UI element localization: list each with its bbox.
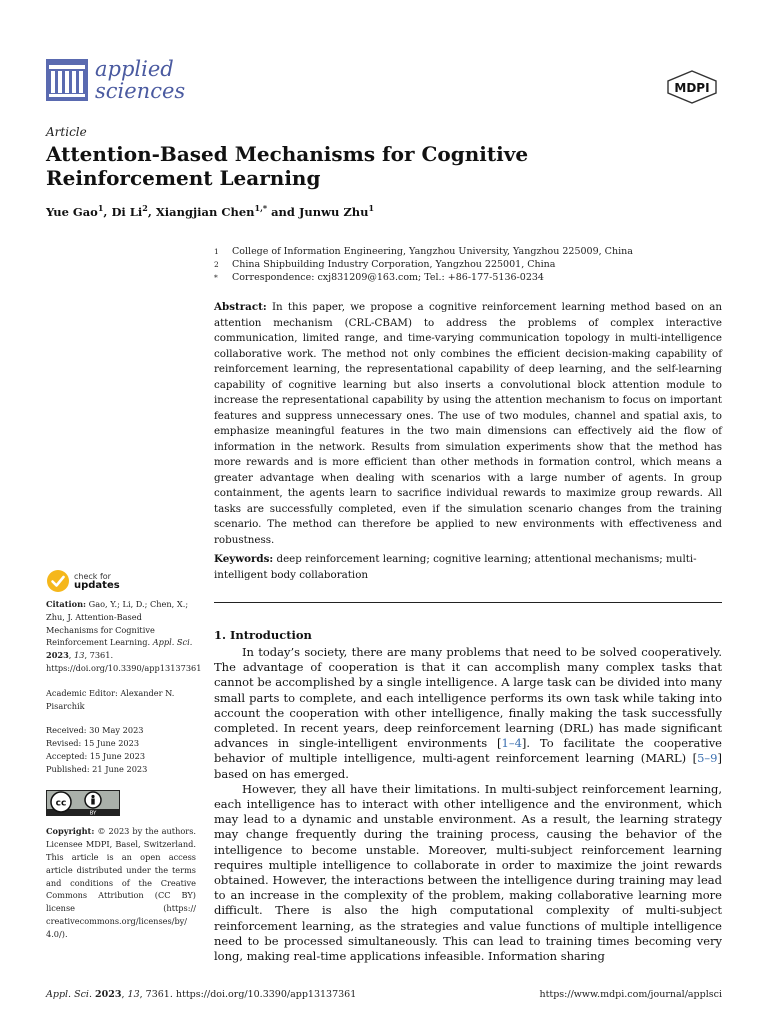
section-title: 1. Introduction <box>214 628 312 642</box>
abstract <box>214 300 722 548</box>
footer-journal: Appl. Sci. <box>46 989 92 1000</box>
keywords-label: Keywords: <box>214 553 274 565</box>
author-list <box>46 203 374 219</box>
footer-doi[interactable]: , 7361. https://doi.org/10.3390/app13137361 <box>139 989 357 1000</box>
accepted-date: Accepted: 15 June 2023 <box>46 750 146 761</box>
journal-logo-icon <box>46 59 88 101</box>
author-affil-mark: 2 <box>142 203 148 213</box>
check-for-updates-button[interactable] <box>46 569 120 593</box>
revised-date: Revised: 15 June 2023 <box>46 738 140 749</box>
author-name: Di Li <box>111 204 143 219</box>
author-separator: , <box>103 204 112 219</box>
affiliation-mark: * <box>214 273 218 282</box>
author-name: Junwu Zhu <box>298 204 369 219</box>
section-divider <box>214 602 722 603</box>
author-affil-mark: 1 <box>368 203 375 213</box>
reference-link[interactable]: 1–4 <box>501 736 522 751</box>
received-date: Received: 30 May 2023 <box>46 725 144 736</box>
citation-block: Citation: Gao, Y.; Li, D.; Chen, X.; Zhu, J. Attention-Based Mechanisms for Cognitive Reinforcement Learning. Appl. Sci. 2023, 13, 7361. https://doi.org/10.3390/app13137361 <box>46 599 202 673</box>
keywords-text: deep reinforcement learning; cognitive learning; attentional mechanisms; multi-intelligent body collaboration <box>214 553 697 581</box>
footer-citation: Appl. Sci. 2023, 13, 7361. https://doi.org/10.3390/app13137361 <box>46 989 357 1000</box>
citation-journal: Appl. Sci. <box>152 637 193 648</box>
published-date: Published: 21 June 2023 <box>46 763 148 774</box>
dates-block <box>46 724 196 775</box>
affiliation-mark: 2 <box>214 260 219 269</box>
citation-label: Citation: <box>46 599 87 609</box>
svg-text:BY: BY <box>89 810 97 816</box>
affiliation-text: China Shipbuilding Industry Corporation, Yangzhou 225001, China <box>232 259 556 270</box>
footer-volume: 13 <box>127 989 140 1000</box>
author-name: Yue Gao <box>46 204 98 219</box>
affiliation-item <box>214 271 714 284</box>
article-info-sidebar <box>46 598 202 953</box>
abstract-label: Abstract: <box>214 301 267 313</box>
cc-by-license-icon[interactable] <box>46 790 120 816</box>
keywords <box>214 552 722 583</box>
affiliation-text: College of Information Engineering, Yangzhou University, Yangzhou 225009, China <box>232 246 633 257</box>
citation-doi[interactable]: , 7361. https://doi.org/10.3390/app13137361 <box>46 650 202 673</box>
author-separator: and <box>267 204 299 219</box>
author-affil-mark: 1 <box>97 203 104 213</box>
citation-volume: 13 <box>74 650 85 661</box>
citation-text: Gao, Y.; Li, D.; Chen, X.; Zhu, J. Attention-Based Mechanisms for Cognitive Reinforcement Learning. <box>46 599 189 648</box>
copyright-block <box>46 825 196 940</box>
copyright-label: Copyright: <box>46 826 95 837</box>
svg-text:cc: cc <box>55 798 67 809</box>
publisher-name: MDPI <box>674 81 710 95</box>
article-type: Article <box>46 125 87 139</box>
footer-journal-url[interactable]: https://www.mdpi.com/journal/applsci <box>539 989 722 1000</box>
section-body <box>214 645 722 964</box>
mdpi-logo-icon <box>666 70 718 104</box>
paragraph: However, they all have their limitations. In multi-subject reinforcement learning, each intelligence has to interact with other intelligence and the environment, which may lead to a dynamic and unstable environment. As a result, the learning strategy may change frequently during the training process, causing the behavior of the intelligence to become unstable. Moreover, multi-subject reinforcement learning requires multiple intelligence to collaborate in order to maximize the joint rewards obtained. However, the interactions between the intelligence during training may lead to an increase in the complexity of the problem, making collaborative learning more difficult. There is also the high computational complexity of multi-subject reinforcement learning, as the strategies and value functions of multiple intelligence need to be processed simultaneously. This can lead to training times becoming very long, making real-time applications infeasible. Information sharing <box>214 781 722 964</box>
affiliation-item <box>214 245 714 258</box>
page-title: Attention-Based Mechanisms for Cognitive Reinforcement Learning <box>46 142 529 190</box>
footer-year: 2023 <box>95 989 122 1000</box>
check-updates-icon <box>46 569 70 593</box>
author-affil-mark: 1,* <box>254 203 268 213</box>
reference-link[interactable]: 5–9 <box>697 751 718 766</box>
journal-name: applied sciences <box>95 57 186 103</box>
copyright-text: © 2023 by the authors. Licensee MDPI, Basel, Switzerland. This article is an open access article distributed under the terms and conditions of the Creative Commons Attribution (CC BY) license (https:// creativecommons.org/licenses/by/ 4.0/). <box>46 826 196 939</box>
check-updates-label: check for updates <box>74 572 120 591</box>
citation-year: 2023 <box>46 650 69 661</box>
editor-block: Academic Editor: Alexander N. Pisarchik <box>46 687 175 711</box>
correspondence-text: Correspondence: cxj831209@163.com; Tel.: +86-177-5136-0234 <box>232 272 544 283</box>
affiliation-mark: 1 <box>214 247 219 256</box>
abstract-text: In this paper, we propose a cognitive reinforcement learning method based on an attention mechanism (CRL-CBAM) to address the problems of complex interactive communication, limited range, and time-varying communication topology in multi-intelligence collaborative work. The method not only combines the efficient decision-making capability of reinforcement learning, the representational capability of deep learning, and the self-learning capability of cognitive learning but also inserts a convolutional block attention module to increase the representational capability by using the attention mechanism to focus on important features and suppress unnecessary ones. The use of two modules, channel and spatial axis, to emphasize meaningful features in the two main dimensions can effectively aid the flow of information in the network. Results from simulation experiments show that the method has more rewards and is more efficient than other methods in formation control, which means a greater advantage when dealing with scenarios with a large number of agents. In group containment, the agents learn to sacrifice individual rewards to maximize group rewards. All tasks are successfully completed, even if the simulation scenario changes from the training scenario. The method can therefore be applied to new environments with effectiveness and robustness. <box>214 301 722 546</box>
author-name: Xiangjian Chen <box>155 204 255 219</box>
affiliation-item <box>214 258 714 271</box>
paragraph: In today’s society, there are many problems that need to be solved cooperatively. The advantage of cooperation is that it can accomplish many complex tasks that cannot be accomplished by a single intelligence. A large task can be divided into many small parts to complete, and each intelligence performs its own task while taking into account the cooperation with other intelligence, finally making the task successfully completed. In recent years, deep reinforcement learning (DRL) has made significant advances in single-intelligent environments [1–4]. To facilitate the cooperative behavior of multiple intelligence, multi-agent reinforcement learning (MARL) [5–9] based on has emerged. <box>214 645 722 781</box>
affiliations <box>214 245 714 284</box>
author-separator: , <box>147 204 156 219</box>
